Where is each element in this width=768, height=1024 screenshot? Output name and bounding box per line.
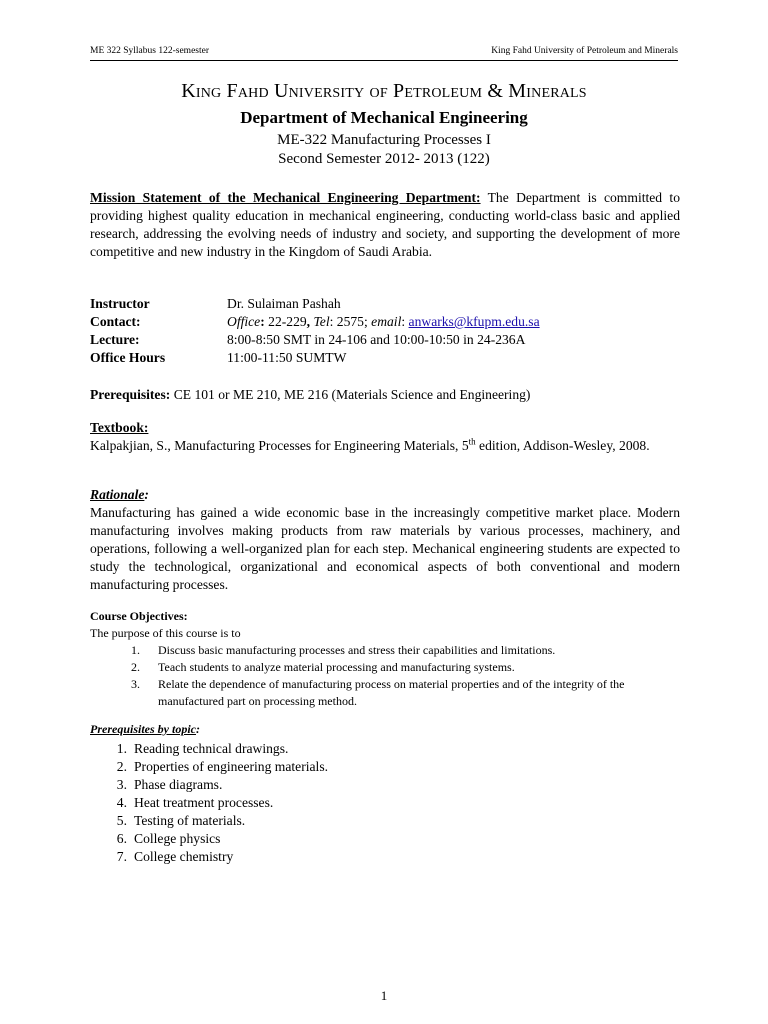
textbook-text: Kalpakjian, S., Manufacturing Processes for Engineering Materials, 5th edition, Addison-Wesley, 2008. [90,436,650,453]
info-row-instructor [90,295,680,313]
textbook-label: Textbook: [90,420,149,435]
university-title: King Fahd University of Petroleum & Minerals [181,80,587,102]
textbook-section [90,419,680,455]
objectives-label: Course Objectives: [90,609,188,623]
list-item: 7. College chemistry [116,849,234,864]
prerequisites-text: CE 101 or ME 210, ME 216 (Materials Science and Engineering) [170,387,531,402]
running-header-right: King Fahd University of Petroleum and Minerals [491,46,678,56]
running-header [90,46,678,61]
page-number: 1 [380,988,388,1003]
instructor-value: Dr. Sulaiman Pashah [227,296,341,311]
rationale-text: Manufacturing has gained a wide economic base in the increasingly competitive market place. Modern manufacturing involves making products from raw materials by various processes, machinery, and operations, following a well-organized plan for each step. Mechanical engineering students are expected to study the technological, organizational and economical aspects of both conventional and modern manufacturing processes. [90,505,680,592]
office-hours-label: Office Hours [90,350,166,365]
rationale-heading: Rationale: [90,487,149,502]
list-item: 1. Reading technical drawings. [116,741,289,756]
semester-line: Second Semester 2012- 2013 (122) [278,151,490,167]
list-item: 5. Testing of materials. [116,813,246,828]
rationale-section [90,486,680,594]
prerequisites-by-topic [90,721,680,866]
tel-value: : 2575; [329,314,372,329]
mission-statement [90,189,680,261]
info-row-contact [90,313,680,331]
instructor-info [90,295,680,367]
list-item: 2. Teach students to analyze material processing and manufacturing systems. [131,660,515,674]
list-item: 6. College physics [116,831,221,846]
objectives-list [90,642,680,710]
course-title: ME-322 Manufacturing Processes I [277,132,491,148]
running-header-left: ME 322 Syllabus 122-semester [90,46,210,56]
office-hours-value: 11:00-11:50 SUMTW [227,350,347,365]
prerequisites [90,386,680,404]
department-title: Department of Mechanical Engineering [240,108,528,127]
instructor-label: Instructor [90,296,150,311]
lecture-label: Lecture: [90,332,140,347]
objectives-intro: The purpose of this course is to [90,626,241,640]
list-item: 3. Phase diagrams. [116,777,223,792]
info-row-lecture [90,331,680,349]
topics-label: Prerequisites by topic [90,722,196,736]
list-item: 1. Discuss basic manufacturing processes and stress their capabilities and limitations. [131,643,556,657]
rationale-label: Rationale [90,487,145,502]
office-label: Office [227,314,261,329]
office-value: 22-229 [264,314,307,329]
prerequisites-label: Prerequisites: [90,387,171,402]
contact-label: Contact: [90,314,141,329]
list-item: 4. Heat treatment processes. [116,795,274,810]
list-item: 2. Properties of engineering materials. [116,759,329,774]
info-row-office-hours [90,349,680,367]
topics-list [90,740,680,866]
course-objectives [90,608,680,710]
mission-label: Mission Statement of the Mechanical Engineering Department: [90,190,481,205]
topics-heading: Prerequisites by topic: [90,722,200,736]
email-link[interactable]: anwarks@kfupm.edu.sa [408,314,540,329]
email-label: email [371,314,402,329]
list-item: 3. Relate the dependence of manufacturing process on material properties and of the integrity of the manufactured part on processing method. [131,677,625,708]
tel-label: Tel [313,314,330,329]
lecture-value: 8:00-8:50 SMT in 24-106 and 10:00-10:50 in 24-236A [227,332,526,347]
contact-value: Office: 22-229, Tel: 2575; email: anwarks@kfupm.edu.sa [227,314,540,329]
mission-text: The Department is committed to providing highest quality education in mechanical engineering, conducting world-class basic and applied research, addressing the evolving needs of industry and society, and supporting the development of more competitive and new industry in the Kingdom of Saudi Arabia. [90,190,681,259]
